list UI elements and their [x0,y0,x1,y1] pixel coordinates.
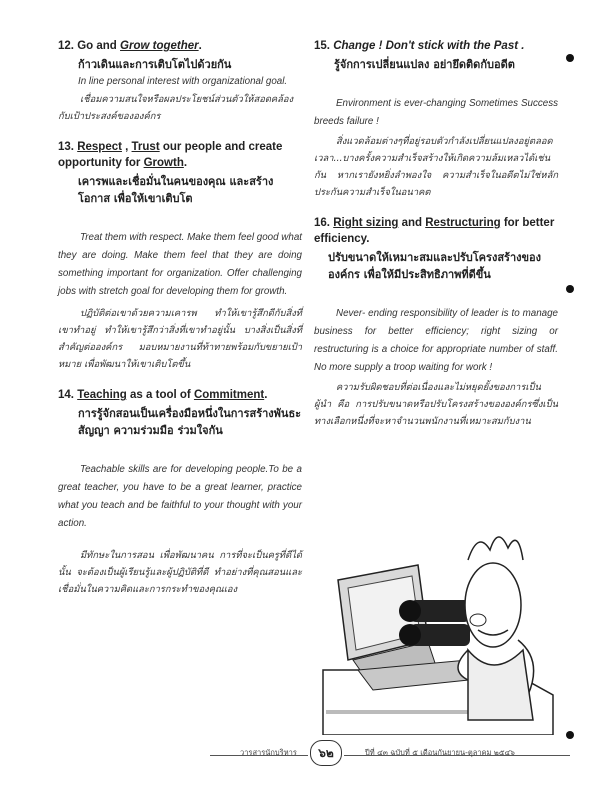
footer-journal-name: วารสารนักบริหาร [240,748,297,757]
cartoon-man-with-binoculars-icon [318,520,558,735]
section-13-english: Treat them with respect. Make them feel good what they are doing. Make them feel that they are doing something important for organization. Offer challenging jobs with stretch goal for developing them for growth. [58,232,302,297]
section-13-thai-title: เคารพและเชื่อมั่นในคนของคุณ และสร้างโอกาส เพื่อให้เขาเติบโต [78,175,274,205]
section-14-thai-title: การรู้จักสอนเป็นเครื่องมือหนึ่งในการสร้างพันธะสัญญา ความร่วมมือ ร่วมใจกัน [78,407,302,437]
right-column [314,38,558,430]
page-number: ๖๒ [310,740,342,766]
section-14-english: Teachable skills are for developing people.To be a great teacher, you have to be a great learner, practice what you teach and be faithful to your thought with your action. [58,464,302,529]
section-13-heading: 13. Respect , Trust our people and create opportunity for Growth. [58,141,283,169]
section-16-thai-title: ปรับขนาดให้เหมาะสมและปรับโครงสร้างขององค์กร เพื่อให้มีประสิทธิภาพที่ดีขึ้น [328,251,541,281]
section-15-english: Environment is ever-changing Sometimes Success breeds failure ! [314,98,558,127]
section-13-thai: ปฏิบัติต่อเขาด้วยความเคารพ ทำให้เขารู้สึกดีกับสิ่งที่เขาทำอยู่ ทำให้เขารู้สึกว่าสิ่งที่เขาทำอยู่นั้น บางสิ่งเป็นสิ่งที่สำคัญต่อองค์กร มอบหมายงานที่ท้าทายพร้อมกับขยายเป้าหมาย เพื่อพัฒนาให้เขาเติบโตขึ้น [58,308,302,370]
left-column [58,38,302,598]
section-12-thai: เชื่อมความสนใจหรือผลประโยชน์ส่วนตัวให้สอดคล้องกับเป้าประสงค์ขององค์กร [58,94,294,122]
section-12-heading: 12. Go and Grow together. [58,40,202,52]
footer-issue-info: ปีที่ ๔๓ ฉบับที่ ๕ เดือนกันยายน-ตุลาคม ๒๕๔๖ [365,748,515,757]
section-14-heading: 14. Teaching as a tool of Commitment. [58,389,268,401]
margin-dot-icon [566,54,574,62]
page-footer [210,744,570,764]
section-15-heading: 15. Change ! Don't stick with the Past . [314,40,525,52]
section-16-heading: 16. Right sizing and Restructuring for better efficiency. [314,217,555,245]
section-15-thai-title: รู้จักการเปลี่ยนแปลง อย่ายึดติดกับอดีต [334,58,515,71]
section-12-thai-title: ก้าวเดินและการเติบโตไปด้วยกัน [78,58,232,71]
margin-dot-icon [566,285,574,293]
section-16-thai: ความรับผิดชอบที่ต่อเนื่องและไม่หยุดยั้งของการเป็นผู้นำ คือ การปรับขนาดหรือปรับโครงสร้างขององค์กรซึ่งเป็นทางเลือกหนึ่งที่จะหาจำนวนพนักงานที่เหมาะสมกับงาน [314,382,558,427]
section-12-english: In line personal interest with organizational goal. [78,76,288,87]
section-14-thai: มีทักษะในการสอน เพื่อพัฒนาคน การที่จะเป็นครูที่ดีได้นั้น จะต้องเป็นผู้เรียนรู้และผู้ปฏิบัติที่ดี ทำอย่างที่คุณสอนและเชื่อมั่นในความคิดและการกระทำของคุณเอง [58,550,302,595]
margin-dot-icon [566,731,574,739]
section-16-english: Never- ending responsibility of leader is to manage business for better efficiency; right sizing or restructuring is a choice for appropriate number of staff. No more supply a troop waiting for work ! [314,308,558,373]
section-15-thai: สิ่งแวดล้อมต่างๆที่อยู่รอบตัวกำลังเปลี่ยนแปลงอยู่ตลอดเวลา...บางครั้งความสำเร็จสร้างให้เกิดความล้มเหลวได้เช่นกัน หากเรายังหยิ่งลำพองใจ ความสำเร็จในอดีตไม่ใช่หลักประกันความสำเร็จในอนาคต [314,136,558,198]
